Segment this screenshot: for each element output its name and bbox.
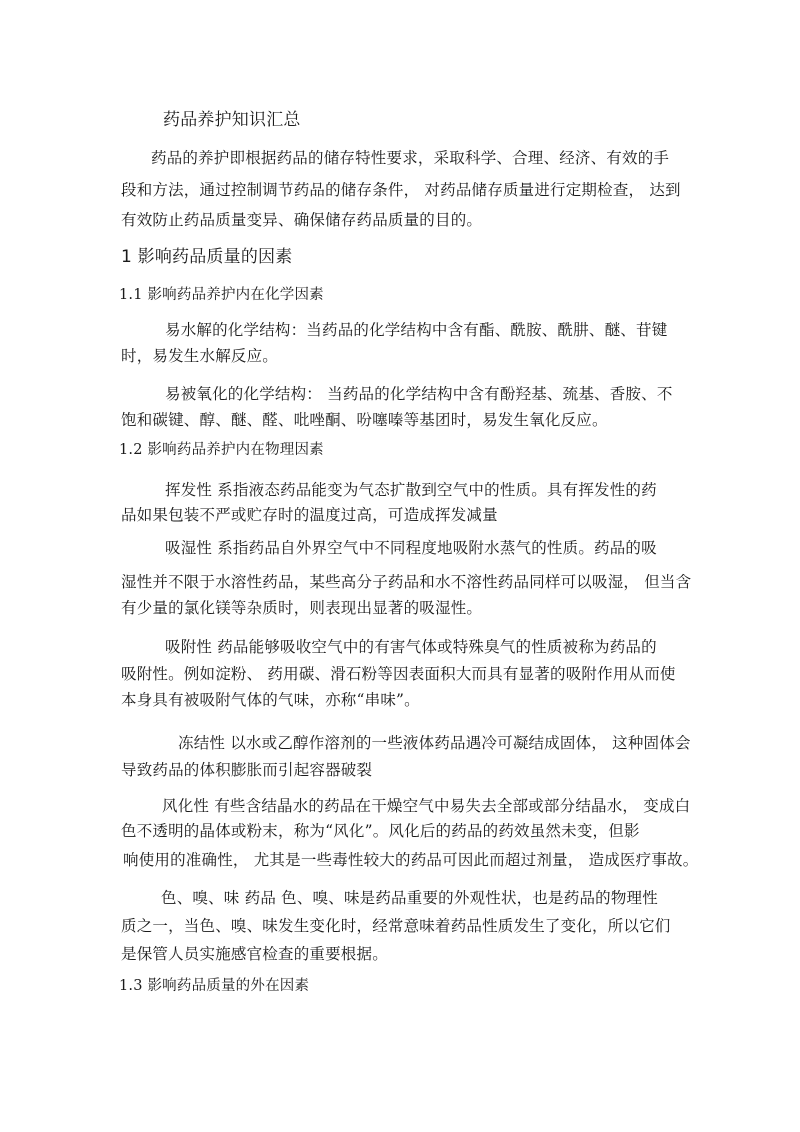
hygroscopicity-line-3: 有少量的氯化镁等杂质时，则表现出显著的吸湿性。 — [121, 599, 483, 617]
intro-line-1: 药品的养护即根据药品的储存特性要求，采取科学、合理、经济、有效的手 — [151, 149, 670, 167]
volatility-line-1: 挥发性 系指液态药品能变为气态扩散到空气中的性质。具有挥发性的药 — [165, 481, 657, 499]
oxidation-line-2: 饱和碳键、醇、醚、醛、吡唑酮、吩噻嗪等基团时，易发生氧化反应。 — [121, 411, 608, 429]
hygroscopicity-line-2: 湿性并不限于水溶性药品，某些高分子药品和水不溶性药品同样可以吸湿， 但当含 — [121, 573, 692, 591]
adsorption-line-1: 吸附性 药品能够吸收空气中的有害气体或特殊臭气的性质被称为药品的 — [165, 638, 657, 656]
section-heading-1: 1 影响药品质量的因素 — [121, 247, 293, 267]
appearance-line-2: 质之一，当色、嗅、味发生变化时，经常意味着药品性质发生了变化，所以它们 — [121, 917, 671, 935]
hydrolysis-line-2: 时，易发生水解反应。 — [121, 347, 279, 365]
adsorption-line-3: 本身具有被吸附气体的气味，亦称“串味”。 — [121, 691, 420, 709]
hydrolysis-line-1: 易水解的化学结构：当药品的化学结构中含有酯、酰胺、酰肼、醚、苷键 — [165, 321, 668, 339]
adsorption-line-2: 吸附性。例如淀粉、 药用碳、滑石粉等因表面积大而具有显著的吸附作用从而使 — [121, 665, 676, 683]
efflorescence-line-1: 风化性 有些含结晶水的药品在干燥空气中易失去全部或部分结晶水， 变成白 — [162, 797, 691, 815]
efflorescence-line-2: 色不透明的晶体或粉末，称为“风化”。风化后的药品的药效虽然未变，但影 — [121, 822, 640, 840]
appearance-line-1: 色、嗅、味 药品 色、嗅、味是药品重要的外观性状，也是药品的物理性 — [161, 889, 658, 907]
efflorescence-line-3: 响使用的准确性， 尤其是一些毒性较大的药品可因此而超过剂量， 造成医疗事故。 — [123, 851, 699, 869]
volatility-line-2: 品如果包装不严或贮存时的温度过高，可造成挥发减量 — [121, 506, 498, 524]
freezing-line-2: 导致药品的体积膨胀而引起容器破裂 — [121, 761, 373, 779]
subsection-heading-1-3: 1.3 影响药品质量的外在因素 — [119, 978, 310, 994]
intro-line-3: 有效防止药品质量变异、确保储存药品质量的目的。 — [121, 211, 483, 229]
intro-line-2: 段和方法，通过控制调节药品的储存条件， 对药品储存质量进行定期检查， 达到 — [121, 181, 681, 199]
appearance-line-3: 是保管人员实施感官检查的重要根据。 — [121, 945, 388, 963]
freezing-line-1: 冻结性 以水或乙醇作溶剂的一些液体药品遇冷可凝结成固体， 这种固体会 — [178, 734, 691, 752]
hygroscopicity-line-1: 吸湿性 系指药品自外界空气中不同程度地吸附水蒸气的性质。药品的吸 — [165, 539, 657, 557]
subsection-heading-1-2: 1.2 影响药品养护内在物理因素 — [119, 442, 324, 458]
subsection-heading-1-1: 1.1 影响药品养护内在化学因素 — [119, 287, 324, 303]
document-title: 药品养护知识汇总 — [163, 110, 301, 130]
oxidation-line-1: 易被氧化的化学结构： 当药品的化学结构中含有酚羟基、巯基、香胺、不 — [165, 385, 673, 403]
